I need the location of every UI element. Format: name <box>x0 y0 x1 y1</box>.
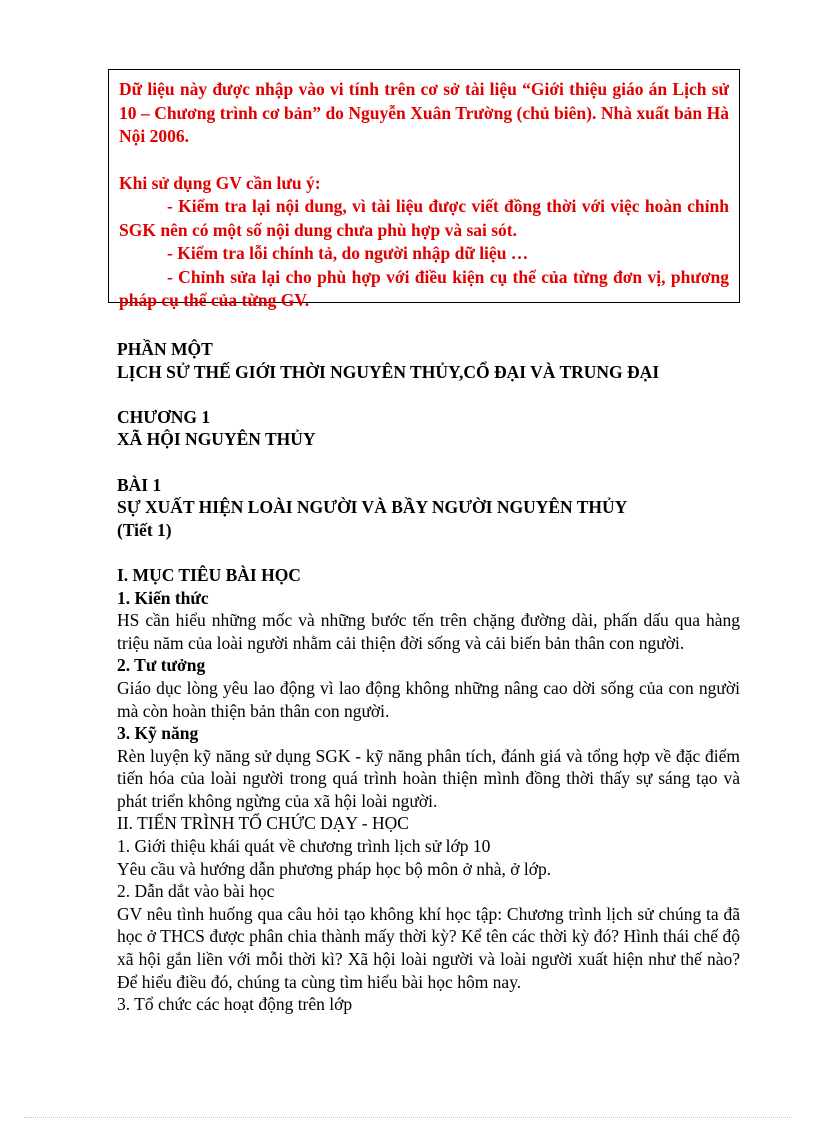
section2-item3: 3. Tổ chức các hoạt động trên lớp <box>117 994 353 1015</box>
knowledge-heading: 1. Kiến thức <box>117 587 209 608</box>
section2-item2: 2. Dẫn dắt vào bài học <box>117 881 275 902</box>
thought-heading: 2. Tư tưởng <box>117 655 206 676</box>
notice-heading: Khi sử dụng GV cần lưu ý: <box>119 172 321 193</box>
thought-text: Giáo dục lòng yêu lao động vì lao động không những nâng cao dời sống của con người mà còn hoàn thiện bản thân con người. <box>117 677 740 721</box>
section2-heading: II. TIẾN TRÌNH TỔ CHỨC DẠY - HỌC <box>117 813 409 834</box>
section2-item1-text: Yêu cầu và hướng dẫn phương pháp học bộ môn ở nhà, ở lớp. <box>117 858 552 879</box>
skill-heading: 3. Kỹ năng <box>117 723 199 744</box>
spacer <box>117 541 740 564</box>
part-title: LỊCH SỬ THẾ GIỚI THỜI NGUYÊN THỦY,CỔ ĐẠI VÀ TRUNG ĐẠI <box>117 361 660 382</box>
skill-text: Rèn luyện kỹ năng sử dụng SGK - kỹ năng phân tích, đánh giá và tổng hợp về đặc điểm tiến hóa của loài người trong quá trình hoàn thiện mình đồng thời thấy sự sáng tạo và phát triển không ngừng của xã hội loài người. <box>117 745 740 811</box>
page-bottom-divider <box>24 1117 792 1118</box>
knowledge-text: HS cần hiểu những mốc và những bước tến trên chặng đường dài, phấn dấu qua hàng triệu năm của loài người nhằm cải thiện đời sống và cải biến bản thân con người. <box>117 610 740 653</box>
section1-heading: I. MỤC TIÊU BÀI HỌC <box>117 564 301 585</box>
section2-item1: 1. Giới thiệu khái quát về chương trình lịch sử lớp 10 <box>117 836 491 857</box>
section2-item2-text: GV nêu tình huống qua câu hỏi tạo không khí học tập: Chương trình lịch sử chúng ta đã học ở THCS được phân chia thành mấy thời kỳ? Kể tên các thời kỳ đó? Hình thái chế độ xã hội gắn liền với mỗi thời kì? Xã hội loài người và loài người xuất hiện như thế nào? Để hiểu điều đó, chúng ta cùng tìm hiểu bài học hôm nay. <box>117 903 740 992</box>
spacer <box>117 383 740 406</box>
document-body <box>117 338 740 1016</box>
chapter-label: CHƯƠNG 1 <box>117 406 211 427</box>
notice-item-3: - Chỉnh sửa lại cho phù hợp với điều kiện cụ thể của từng đơn vị, phương pháp cụ thể của từng GV. <box>119 266 729 310</box>
lesson-label: BÀI 1 <box>117 474 162 495</box>
chapter-title: XÃ HỘI NGUYÊN THỦY <box>117 429 316 450</box>
notice-intro: Dữ liệu này được nhập vào vi tính trên cơ sở tài liệu “Giới thiệu giáo án Lịch sử 10 – Chương trình cơ bản” do Nguyễn Xuân Trường (chủ biên). Nhà xuất bản Hà Nội 2006. <box>119 79 729 146</box>
notice-box <box>108 69 740 310</box>
spacer <box>119 149 729 172</box>
notice-item-2: - Kiểm tra lỗi chính tả, do người nhập dữ liệu … <box>167 243 529 263</box>
lesson-period: (Tiết 1) <box>117 519 172 540</box>
lesson-title: SỰ XUẤT HIỆN LOÀI NGƯỜI VÀ BẦY NGƯỜI NGUYÊN THỦY <box>117 497 628 518</box>
spacer <box>117 451 740 474</box>
notice-item-1: - Kiểm tra lại nội dung, vì tài liệu được viết đồng thời với việc hoàn chỉnh SGK nên có một số nội dung chưa phù hợp và sai sót. <box>119 196 729 240</box>
part-label: PHẦN MỘT <box>117 339 213 359</box>
